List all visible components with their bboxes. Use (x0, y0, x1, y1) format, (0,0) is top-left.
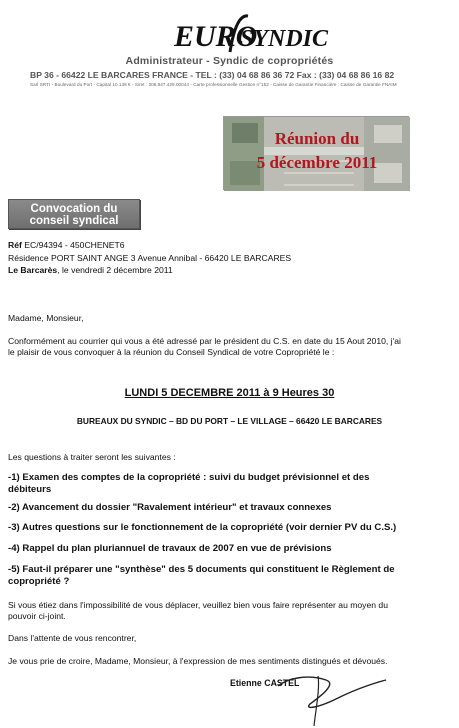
banner-line-2: 5 décembre 2011 (256, 153, 378, 172)
reference-line (8, 240, 125, 250)
agenda-item-5-line-2: copropriété ? (8, 576, 70, 587)
meeting-date: LUNDI 5 DECEMBRE 2011 à 9 Heures 30 (124, 387, 335, 399)
handwritten-signature (248, 668, 388, 728)
meeting-place: BUREAUX DU SYNDIC – BD DU PORT – LE VILLAGE – 66420 LE BARCARES (76, 416, 383, 426)
stamp-line-2: conseil syndical (29, 215, 119, 227)
logo-text-syndic: SYNDIC (240, 26, 329, 52)
agenda-item-1-line-1: -1) Examen des comptes de la copropriété : suivi du budget prévisionnel et des (8, 472, 370, 483)
topics-intro: Les questions à traiter seront les suivantes : (8, 452, 176, 462)
agenda-item-1-line-2: débiteurs (8, 484, 52, 495)
intro-line-2: le plaisir de vous convoquer à la réunion du Conseil Syndical de votre Copropriété le : (8, 347, 335, 357)
absence-line-2: pouvoir ci-joint. (8, 611, 66, 621)
place-date-line (8, 265, 173, 275)
agenda-item-2: -2) Avancement du dossier "Ravalement intérieur" et travaux connexes (8, 502, 332, 513)
eurosyndic-logo (170, 8, 329, 56)
intro-line-1: Conformément au courrier qui vous a été adressé par le président du C.S. en date du 15 Aout 2010, j'ai (8, 336, 401, 346)
agenda-item-3: -3) Autres questions sur le fonctionnement de la copropriété (voir dernier PV du C.S.) (8, 522, 397, 533)
company-contact: BP 36 - 66422 LE BARCARES FRANCE - TEL : (33) 04 68 86 36 72 Fax : (33) 04 68 86 16 82 (30, 70, 395, 80)
place-name: Le Barcarès (8, 265, 58, 275)
logo-text-euro: EURO (174, 20, 258, 53)
company-subtitle: Administrateur - Syndic de copropriétés (125, 55, 334, 67)
residence-line: Résidence PORT SAINT ANGE 3 Avenue Annibal - 66420 LE BARCARES (8, 253, 292, 263)
meeting-banner (223, 116, 409, 190)
convocation-stamp (8, 199, 140, 229)
greeting: Madame, Monsieur, (8, 313, 84, 323)
company-legal: Sarl SRTI - Boulevard du Port - Capital 10.138 € - Siret : 306.947.429.00044 - Carte professionnelle Gestion n°152 - Caisse de Garantie Financière : Caisse de Garantie FNAIM (30, 82, 397, 87)
letter-date: , le vendredi 2 décembre 2011 (57, 265, 173, 275)
agenda-item-4: -4) Rappel du plan pluriannuel de travaux de 2007 en vue de prévisions (8, 543, 332, 554)
agenda-item-5-line-1: -5) Faut-il préparer une "synthèse" des 5 documents qui constituent le Règlement de (8, 564, 395, 575)
reference-label: Réf (8, 240, 22, 250)
reference-value: EC/94394 - 450CHENET6 (24, 240, 125, 250)
closing-line: Je vous prie de croire, Madame, Monsieur, à l'expression de mes sentiments distingués et dévoués. (8, 656, 388, 666)
waiting-line: Dans l'attente de vous rencontrer, (8, 633, 137, 643)
stamp-line-1: Convocation du (30, 203, 118, 215)
signatory-name: Etienne CASTEL (230, 678, 300, 688)
banner-line-1: Réunion du (274, 129, 360, 148)
absence-line-1: Si vous étiez dans l'impossibilité de vous déplacer, veuillez bien vous faire représenter au moyen du (8, 600, 388, 610)
